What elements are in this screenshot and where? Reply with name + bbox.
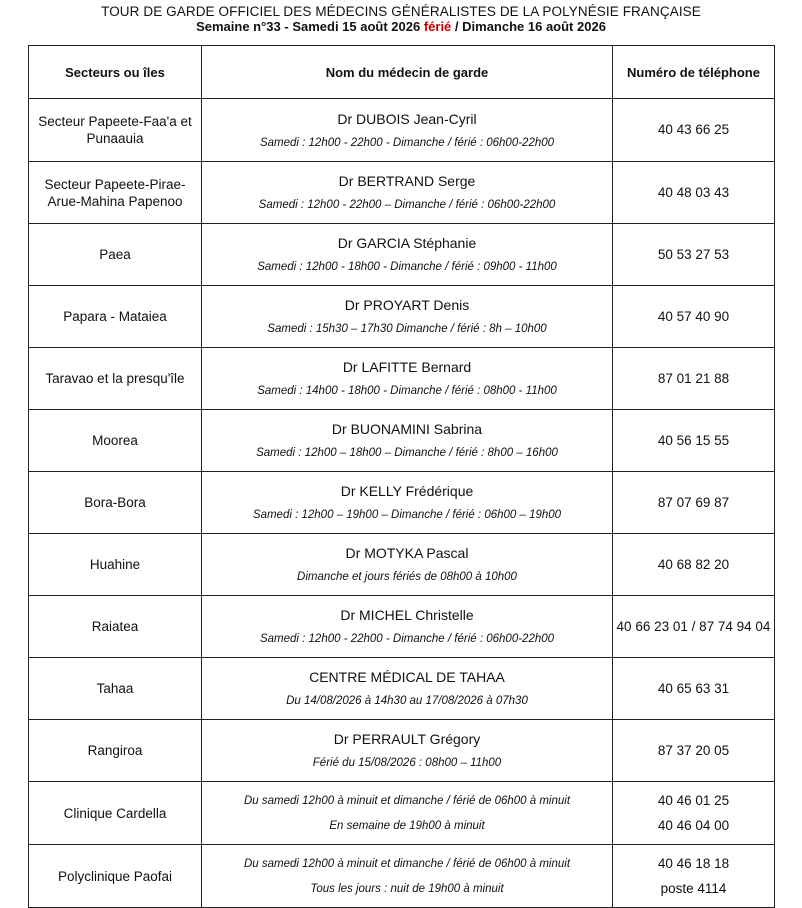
header-doctor: Nom du médecin de garde: [202, 46, 613, 99]
clinic-row: [29, 782, 775, 845]
duty-hours: Samedi : 15h30 – 17h30 Dimanche / férié : 8h – 10h00: [267, 323, 547, 335]
header-phone: Numéro de téléphone: [613, 46, 775, 99]
doctor-cell: [202, 658, 613, 720]
phone-cell: [613, 658, 775, 720]
doctor-cell: [202, 99, 613, 162]
doctor-name: Dr BERTRAND Serge: [338, 173, 476, 189]
page-title: TOUR DE GARDE OFFICIEL DES MÉDECINS GÉNÉRALISTES DE LA POLYNÉSIE FRANÇAISE: [101, 4, 701, 19]
table-row: [29, 720, 775, 782]
sector-name: Papara - Mataiea: [63, 309, 167, 324]
phone-cell: [613, 472, 775, 534]
phone-cell: [613, 720, 775, 782]
phone-number: 40 43 66 25: [657, 122, 730, 137]
subtitle-ferie: férié: [423, 19, 452, 34]
sector-cell: [29, 845, 202, 908]
doctor-cell: [202, 286, 613, 348]
doctor-name: Dr PERRAULT Grégory: [333, 731, 481, 747]
doctor-name: Dr MOTYKA Pascal: [345, 545, 469, 561]
sector-cell: [29, 658, 202, 720]
phone-cell: [613, 845, 775, 908]
phone-number: 40 57 40 90: [657, 308, 730, 324]
phone-number: 40 46 18 18: [657, 855, 730, 871]
phone-number-secondary: 40 46 04 00: [657, 817, 730, 833]
duty-roster-table: [28, 45, 775, 908]
sector-cell: [29, 286, 202, 348]
doctor-name: Dr PROYART Denis: [344, 297, 470, 313]
sector-name: Rangiroa: [87, 743, 143, 758]
phone-cell: [613, 224, 775, 286]
sector-name: Bora-Bora: [84, 495, 146, 510]
table-row: [29, 348, 775, 410]
phone-cell: [613, 534, 775, 596]
sector-name: Tahaa: [96, 681, 134, 696]
duty-hours: Samedi : 12h00 – 18h00 – Dimanche / férié : 8h00 – 16h00: [256, 447, 558, 459]
doctor-cell: [202, 348, 613, 410]
doctor-cell: [202, 596, 613, 658]
doctor-name: Dr BUONAMINI Sabrina: [331, 421, 483, 437]
weekend-hours: Du samedi 12h00 à minuit et dimanche / férié de 06h00 à minuit: [243, 794, 571, 807]
phone-cell: [613, 410, 775, 472]
duty-hours: Samedi : 12h00 - 22h00 – Dimanche / férié : 06h00-22h00: [258, 199, 556, 211]
sector-cell: [29, 162, 202, 224]
phone-number: 40 46 01 25: [657, 792, 730, 808]
phone-number: 40 66 23 01 / 87 74 94 04: [616, 618, 771, 634]
table-row: [29, 224, 775, 286]
sector-cell: [29, 782, 202, 845]
doctor-cell: [202, 410, 613, 472]
phone-number: 40 65 63 31: [657, 680, 730, 696]
weekend-hours: Du samedi 12h00 à minuit et dimanche / férié de 06h00 à minuit: [243, 857, 571, 870]
doctor-cell: [202, 720, 613, 782]
page-subtitle: [0, 19, 802, 34]
sector-name: Taravao et la presqu'île: [45, 371, 185, 386]
duty-hours: Samedi : 12h00 - 18h00 - Dimanche / férié : 09h00 - 11h00: [257, 261, 557, 273]
sector-name: Raiatea: [91, 619, 139, 634]
sector-cell: [29, 99, 202, 162]
duty-hours: Samedi : 14h00 - 18h00 - Dimanche / férié : 08h00 - 11h00: [257, 385, 557, 397]
sector-cell: [29, 720, 202, 782]
phone-number: 87 01 21 88: [657, 370, 730, 386]
doctor-cell: [202, 162, 613, 224]
table-row: [29, 286, 775, 348]
sector-name: Secteur Papeete-Pirae-Arue-Mahina Papenoo: [44, 176, 186, 209]
sector-cell: [29, 348, 202, 410]
doctor-cell: [202, 472, 613, 534]
doctor-name: Dr GARCIA Stéphanie: [337, 235, 477, 251]
phone-number: 87 07 69 87: [657, 494, 730, 510]
phone-number: 50 53 27 53: [657, 246, 730, 262]
duty-hours: Samedi : 12h00 - 22h00 - Dimanche / férié : 06h00-22h00: [259, 633, 555, 645]
subtitle-sunday-date: / Dimanche 16 août 2026: [451, 19, 606, 34]
table-body: [29, 99, 775, 908]
table-row: [29, 99, 775, 162]
table-row: [29, 472, 775, 534]
table-row: [29, 534, 775, 596]
weekday-hours: En semaine de 19h00 à minuit: [329, 819, 485, 832]
duty-hours: Samedi : 12h00 – 19h00 – Dimanche / férié : 06h00 – 19h00: [252, 509, 562, 521]
table-header-row: [29, 46, 775, 99]
sector-name: Huahine: [89, 557, 141, 572]
sector-cell: [29, 596, 202, 658]
page-header: [0, 4, 802, 34]
doctor-name: Dr LAFITTE Bernard: [342, 359, 472, 375]
doctor-name: CENTRE MÉDICAL DE TAHAA: [309, 669, 505, 685]
table-row: [29, 596, 775, 658]
subtitle-week-date: Semaine n°33 - Samedi 15 août 2026: [196, 19, 424, 34]
table-row: [29, 162, 775, 224]
phone-cell: [613, 348, 775, 410]
phone-cell: [613, 162, 775, 224]
duty-hours: Dimanche et jours fériés de 08h00 à 10h00: [297, 571, 517, 583]
sector-cell: [29, 534, 202, 596]
phone-number: 87 37 20 05: [657, 742, 730, 758]
doctor-name: Dr MICHEL Christelle: [340, 607, 474, 623]
phone-cell: [613, 596, 775, 658]
phone-number: 40 56 15 55: [657, 432, 730, 448]
sector-cell: [29, 472, 202, 534]
header-sector: Secteurs ou îles: [29, 46, 202, 99]
duty-hours: Du 14/08/2026 à 14h30 au 17/08/2026 à 07h30: [286, 695, 528, 707]
sector-cell: [29, 410, 202, 472]
doctor-cell: [202, 534, 613, 596]
phone-number: 40 68 82 20: [657, 556, 730, 572]
doctor-name: Dr KELLY Frédérique: [340, 483, 474, 499]
phone-cell: [613, 286, 775, 348]
sector-name: Moorea: [92, 433, 138, 448]
sector-name: Paea: [99, 247, 131, 262]
clinic-name: Clinique Cardella: [63, 805, 167, 821]
sector-cell: [29, 224, 202, 286]
clinic-name: Polyclinique Paofai: [57, 868, 173, 884]
sector-name: Secteur Papeete-Faa'a et Punaauia: [38, 114, 192, 146]
doctor-name: Dr DUBOIS Jean-Cyril: [337, 110, 477, 127]
phone-number: 40 48 03 43: [657, 184, 730, 200]
clinic-row: [29, 845, 775, 908]
duty-hours: Férié du 15/08/2026 : 08h00 – 11h00: [312, 757, 502, 769]
weekday-hours: Tous les jours : nuit de 19h00 à minuit: [310, 882, 504, 895]
doctor-cell: [202, 782, 613, 845]
table-row: [29, 658, 775, 720]
phone-cell: [613, 782, 775, 845]
table-row: [29, 410, 775, 472]
phone-number-secondary: poste 4114: [660, 880, 727, 896]
phone-cell: [613, 99, 775, 162]
duty-hours: Samedi : 12h00 - 22h00 - Dimanche / férié : 06h00-22h00: [259, 136, 555, 149]
doctor-cell: [202, 845, 613, 908]
doctor-cell: [202, 224, 613, 286]
